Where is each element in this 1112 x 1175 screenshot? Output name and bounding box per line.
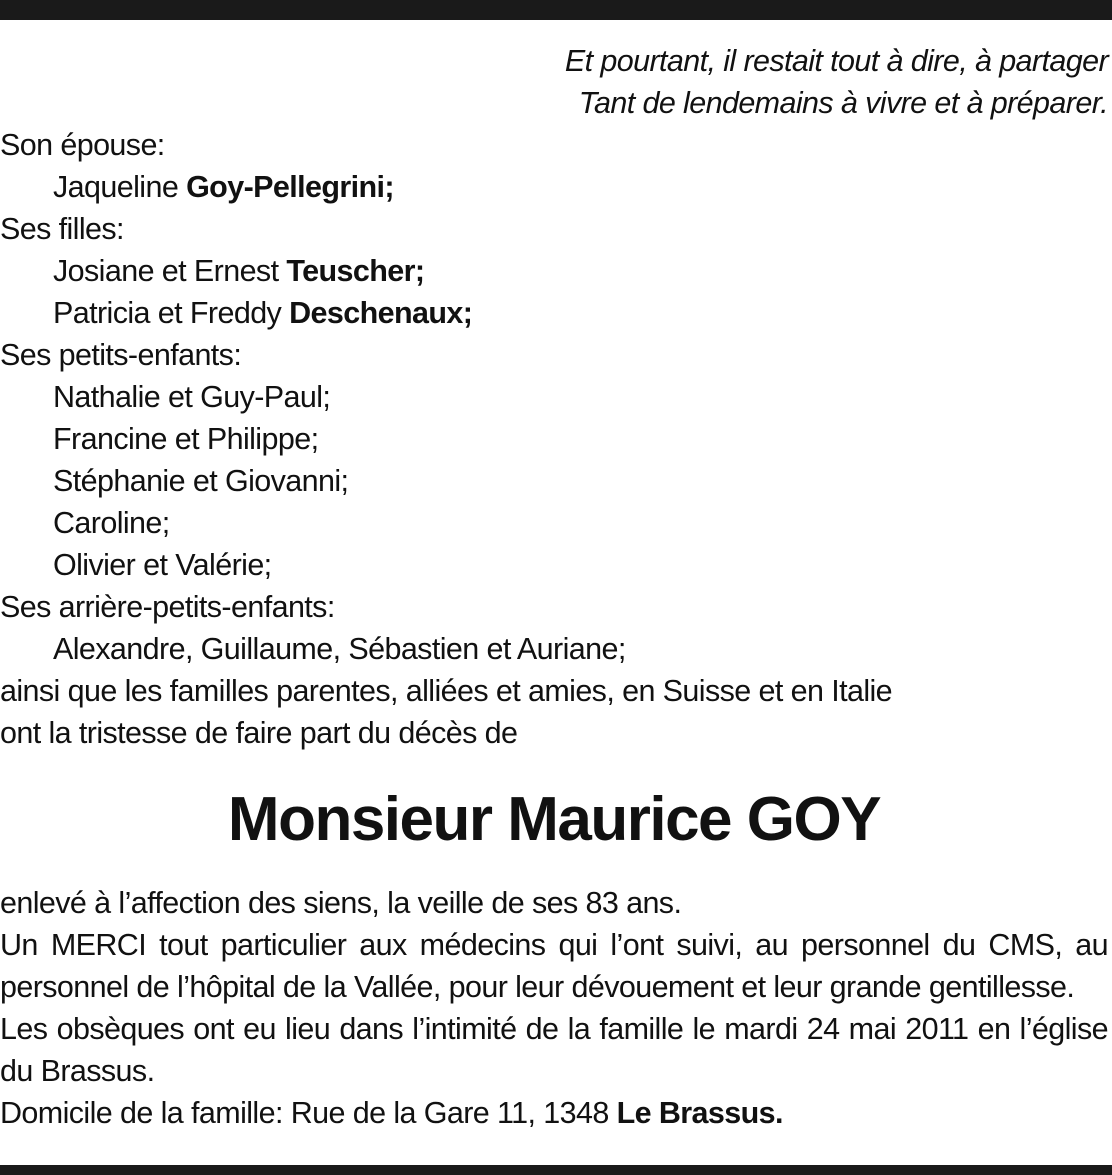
deceased-name: Monsieur Maurice GOY bbox=[227, 785, 881, 854]
relatives-line: ainsi que les familles parentes, alliées et amies, en Suisse et en Italie bbox=[0, 674, 893, 708]
grandchild-entry: Stéphanie et Giovanni; bbox=[53, 464, 349, 498]
top-rule bbox=[0, 0, 1112, 20]
great-grandchildren-names: Alexandre, Guillaume, Sébastien et Auriane; bbox=[53, 632, 626, 666]
grandchild-entry: Caroline; bbox=[53, 506, 170, 540]
epigraph-line: Et pourtant, il restait tout à dire, à partager bbox=[564, 44, 1108, 78]
daughter-first-names: Patricia et Freddy bbox=[53, 296, 290, 330]
daughter-entry bbox=[0, 292, 1108, 334]
grandchildren-label: Ses petits-enfants: bbox=[0, 338, 242, 372]
grandchild-entry: Nathalie et Guy-Paul; bbox=[53, 380, 331, 414]
announcement-line: ont la tristesse de faire part du décès de bbox=[0, 716, 518, 750]
daughters-label: Ses filles: bbox=[0, 212, 124, 246]
domicile-address: Domicile de la famille: Rue de la Gare 11, 1348 bbox=[0, 1096, 617, 1130]
spouse-last-name: Goy-Pellegrini; bbox=[186, 170, 394, 204]
epigraph bbox=[0, 40, 1108, 124]
obituary-notice bbox=[0, 40, 1108, 1134]
family-list bbox=[0, 124, 1108, 754]
thanks-paragraph: Un MERCI tout particulier aux médecins qui l’ont suivi, au personnel du CMS, au personnel de l’hôpital de la Vallée, pour leur dévouement et leur grande gentillesse. bbox=[0, 928, 1108, 1004]
bottom-rule bbox=[0, 1165, 1112, 1175]
domicile-line bbox=[0, 1092, 1108, 1134]
spouse-label: Son épouse: bbox=[0, 128, 165, 162]
daughter-first-names: Josiane et Ernest bbox=[53, 254, 287, 288]
great-grandchildren-label: Ses arrière-petits-enfants: bbox=[0, 590, 335, 624]
funeral-paragraph: Les obsèques ont eu lieu dans l’intimité de la famille le mardi 24 mai 2011 en l’église du Brassus. bbox=[0, 1012, 1108, 1088]
epigraph-line: Tant de lendemains à vivre et à préparer. bbox=[578, 86, 1108, 120]
spouse-name bbox=[0, 166, 1108, 208]
notice-body bbox=[0, 882, 1108, 1134]
spouse-first-name: Jaqueline bbox=[53, 170, 187, 204]
passed-away-line: enlevé à l’affection des siens, la veille de ses 83 ans. bbox=[0, 886, 682, 920]
grandchild-entry: Francine et Philippe; bbox=[53, 422, 319, 456]
grandchild-entry: Olivier et Valérie; bbox=[53, 548, 272, 582]
daughter-last-name: Teuscher; bbox=[286, 254, 425, 288]
daughter-entry bbox=[0, 250, 1108, 292]
daughter-last-name: Deschenaux; bbox=[289, 296, 473, 330]
domicile-place: Le Brassus. bbox=[616, 1096, 783, 1130]
